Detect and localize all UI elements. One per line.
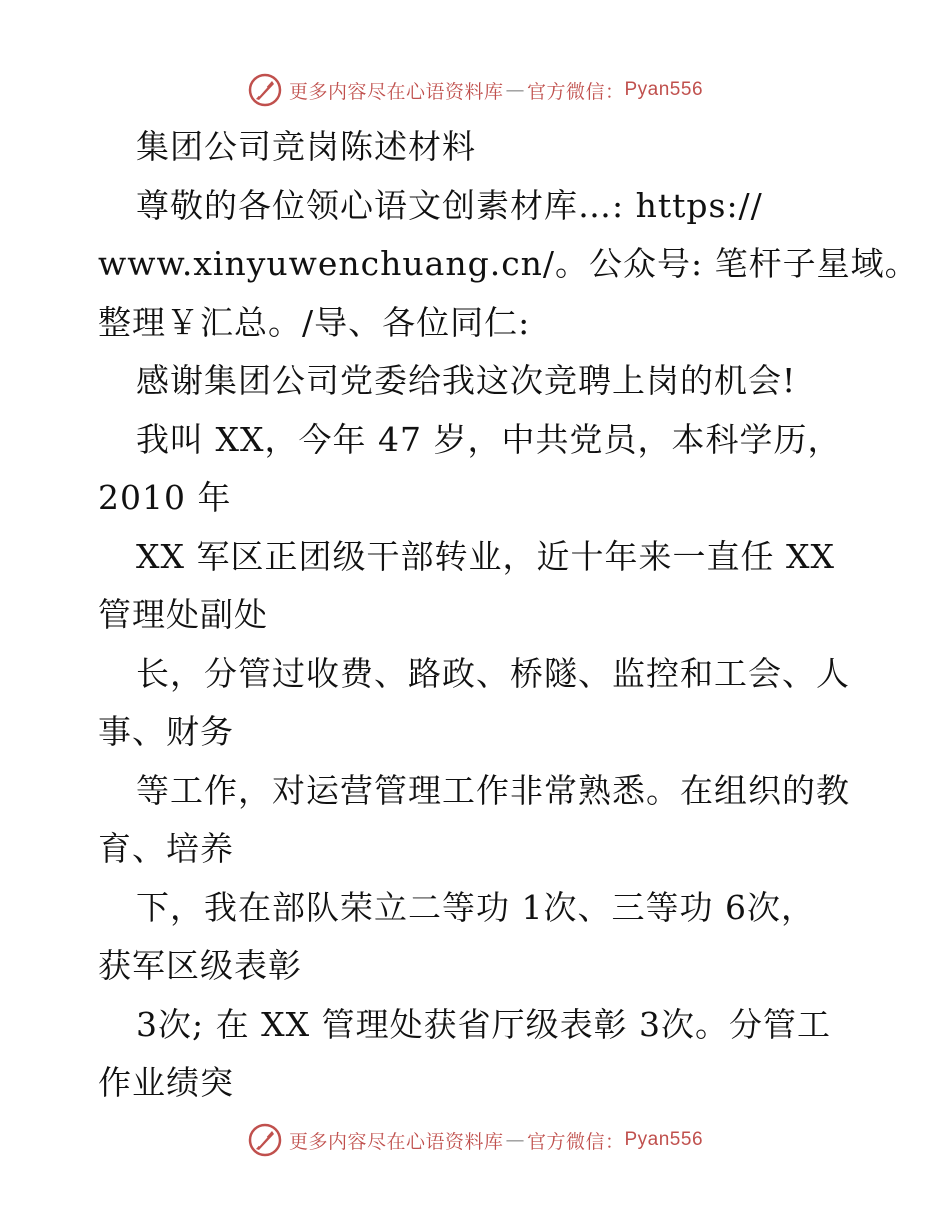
banner-text: 更多内容尽在心语资料库: [288, 80, 504, 103]
banner-dash: —: [505, 1129, 525, 1151]
text-line: 我叫 XX，今年 47 岁，中共党员，本科学历，: [136, 419, 842, 459]
text-line: 长，分管过收费、路政、桥隧、监控和工会、人: [136, 653, 850, 693]
banner-wechat-label: 官方微信：: [526, 80, 625, 103]
document-body: [98, 118, 919, 1113]
text-line: 作业绩突: [98, 1063, 234, 1102]
text-line: 事、财务: [98, 712, 234, 751]
text-line: 等工作，对运营管理工作非常熟悉。在组织的教: [136, 770, 850, 810]
feather-pen-logo-icon: [247, 1122, 283, 1158]
text-line: 尊敬的各位领心语文创素材库…: https://: [136, 185, 763, 225]
document-title: 集团公司竞岗陈述材料: [136, 127, 476, 166]
text-line: www.xinyuwenchuang.cn/。公众号: 笔杆子星域。: [98, 244, 919, 283]
feather-pen-logo-icon: [247, 72, 283, 108]
text-line: 3次; 在 XX 管理处获省厅级表彰 3次。分管工: [136, 1004, 832, 1044]
text-line: 育、培养: [98, 829, 234, 868]
text-line: 管理处副处: [98, 595, 268, 634]
banner-dash: —: [505, 79, 525, 101]
header-watermark: [0, 72, 950, 108]
text-line: XX 军区正团级干部转业，近十年来一直任 XX: [136, 536, 835, 576]
banner-wechat-label: 官方微信：: [526, 1130, 625, 1153]
text-line: 感谢集团公司党委给我这次竞聘上岗的机会!: [136, 361, 797, 400]
text-line: 获军区级表彰: [98, 946, 302, 985]
text-line: 下，我在部队荣立二等功 1次、三等功 6次，: [136, 887, 815, 927]
text-line: 整理￥汇总。/导、各位同仁:: [98, 302, 531, 342]
footer-watermark: [0, 1122, 950, 1158]
banner-text: 更多内容尽在心语资料库: [288, 1130, 504, 1153]
banner-wechat-id: Pyan556: [624, 1129, 704, 1150]
text-line: 2010 年: [98, 478, 232, 517]
banner-wechat-id: Pyan556: [624, 79, 704, 100]
